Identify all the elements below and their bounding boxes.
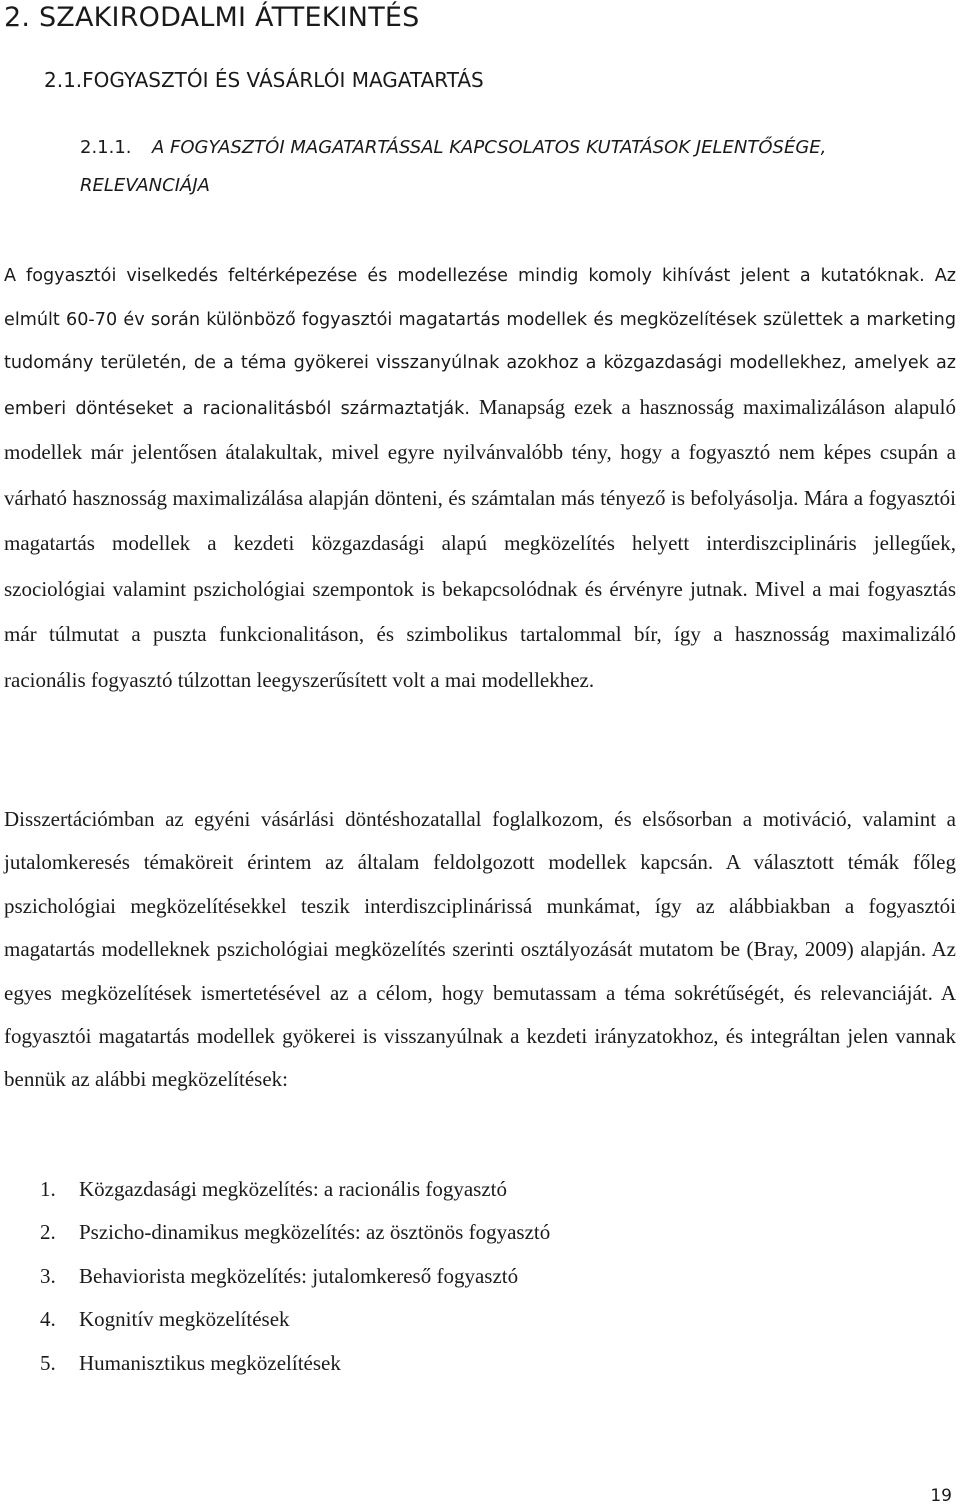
list-item [40,1298,550,1341]
subsection-title: A FOGYASZTÓI MAGATARTÁSSAL KAPCSOLATOS KUTATÁSOK JELENTŐSÉGE, RELEVANCIÁJA [80,137,827,196]
section-heading: 2.1.FOGYASZTÓI ÉS VÁSÁRLÓI MAGATARTÁS [44,68,484,92]
paragraph-intro-part1: A fogyasztói viselkedés feltérképezése és modellezése mindig komoly kihívást jelent a kutatóknak. Az elmúlt 60-70 év során különböző fogyasztói magatartás modellek és megközelítések születtek a marketing tudomány területén, de a téma gyökerei visszanyúlnak azokhoz a közgazdasági modellekhez, amelyek az emberi döntéseket a racionalitásból származtatják. [4,266,956,419]
list-item-number: 5. [40,1350,56,1375]
paragraph-dissertation: Disszertációmban az egyéni vásárlási döntéshozatallal foglalkozom, és elsősorban a motiváció, valamint a jutalomkeresés témaköreit érintem az általam feldolgozott modellek kapcsán. A választott témák főleg pszichológiai megközelítésekkel teszik interdiszciplinárissá munkámat, így az alábbiakban a fogyasztói magatartás modelleknek pszichológiai megközelítés szerinti osztályozását mutatom be (Bray, 2009) alapján. Az egyes megközelítések ismertetésével az a célom, hogy bemutassam a téma sokrétűségét, és relevanciáját. A fogyasztói magatartás modellek gyökerei is visszanyúlnak a kezdeti irányzatokhoz, és integráltan jelen vannak bennük az alábbi megközelítések: [4,807,956,1092]
subsection-number: 2.1.1. [80,137,132,158]
list-item-text: Kognitív megközelítések [79,1307,290,1332]
list-item [40,1255,550,1298]
approaches-list [40,1168,550,1385]
list-item-text: Behaviorista megközelítés: jutalomkereső fogyasztó [79,1263,519,1288]
list-item-text: Humanisztikus megközelítések [79,1350,341,1375]
list-item-number: 1. [40,1177,56,1201]
paragraph-intro-part2: Manapság ezek a hasznosság maximalizáláson alapuló modellek már jelentősen átalakultak, mivel egyre nyilvánvalóbb tény, hogy a fogyasztó nem képes csupán a várható hasznosság maximalizálása alapján dönteni, és számtalan más tényező is befolyásolja. Mára a fogyasztói magatartás modellek a kezdeti közgazdasági alapú megközelítés helyett interdiszciplináris jellegűek, szociológiai valamint pszichológiai szempontok is bekapcsolódnak és érvényre jutnak. Mivel a mai fogyasztás már túlmutat a puszta funkcionalitáson, és szimbolikus tartalommal bír, így a hasznosság maximalizáló racionális fogyasztó túlzottan leegyszerűsített volt a mai modellekhez. [4,394,956,692]
list-item [40,1342,550,1385]
subsection-heading [80,129,920,205]
list-item-text: Pszicho-dinamikus megközelítés: az ösztönös fogyasztó [79,1220,551,1245]
list-item [40,1211,550,1254]
list-item-number: 3. [40,1263,56,1288]
list-item-number: 4. [40,1307,56,1332]
chapter-heading: 2. SZAKIRODALMI ÁTTEKINTÉS [4,2,420,33]
list-item [40,1168,550,1211]
page-number: 19 [930,1486,952,1506]
paragraph-intro [4,255,956,704]
list-item-number: 2. [40,1220,56,1245]
list-item-text: Közgazdasági megközelítés: a racionális fogyasztó [79,1177,507,1201]
